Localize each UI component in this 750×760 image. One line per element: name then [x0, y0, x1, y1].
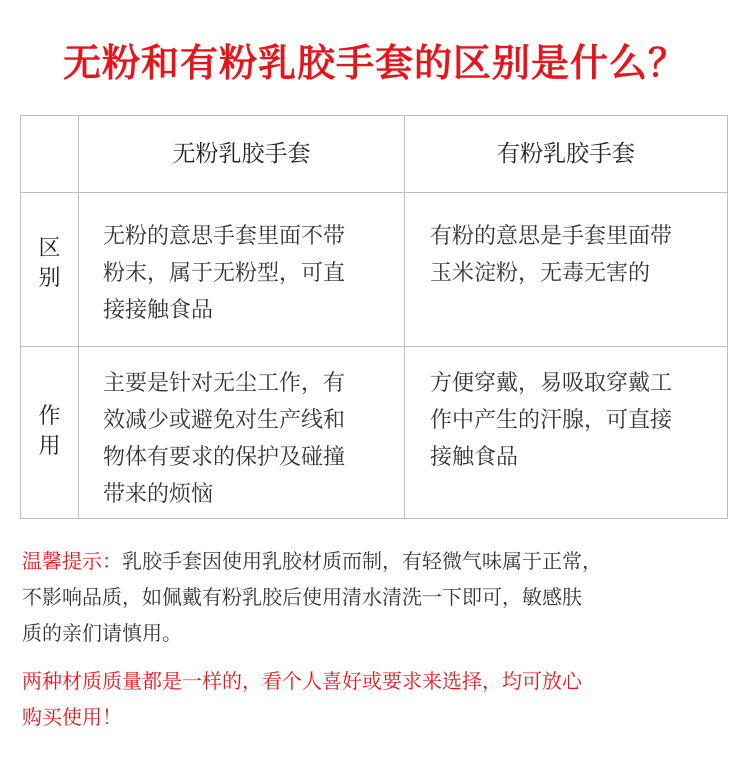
row-label-char: 用 [38, 434, 61, 459]
comparison-table [20, 115, 728, 519]
cell-line: 接触食品 [430, 445, 519, 470]
table-cell [430, 365, 720, 476]
cell-line: 作中产生的汗腺，可直接 [430, 408, 673, 433]
tip-label: 温馨提示： [22, 549, 122, 573]
cell-line: 主要是针对无尘工作，有 [103, 371, 346, 396]
page-title: 无粉和有粉乳胶手套的区别是什么？ [62, 41, 687, 85]
table-cell [103, 218, 393, 329]
tip-line: 质的亲们请慎用。 [22, 621, 182, 645]
row-label-difference [21, 234, 78, 294]
cell-line: 方便穿戴，易吸取穿戴工 [430, 371, 673, 396]
table-divider [21, 346, 727, 347]
conclusion-line: 购买使用！ [22, 705, 122, 729]
row-label-usage [21, 402, 78, 462]
row-label-char: 别 [38, 266, 61, 291]
table-cell [430, 218, 720, 292]
cell-line: 带来的烦恼 [103, 482, 214, 507]
tip-paragraph [22, 543, 732, 651]
cell-line: 效减少或避免对生产线和 [103, 408, 346, 433]
row-label-char: 作 [38, 404, 61, 429]
cell-line: 粉末，属于无粉型，可直 [103, 261, 346, 286]
row-label-char: 区 [38, 236, 61, 261]
cell-line: 玉米淀粉，无毒无害的 [430, 261, 651, 286]
table-divider [21, 192, 727, 193]
tip-line: 不影响品质，如佩戴有粉乳胶后使用清水清洗一下即可，敏感肤 [22, 585, 582, 609]
cell-line: 物体有要求的保护及碰撞 [103, 445, 346, 470]
cell-line: 无粉的意思手套里面不带 [103, 224, 346, 249]
tip-line [22, 543, 732, 579]
table-cell [103, 365, 393, 513]
conclusion-line: 两种材质质量都是一样的，看个人喜好或要求来选择，均可放心 [22, 669, 582, 693]
column-header-powdered: 有粉乳胶手套 [497, 141, 635, 167]
column-header-powder-free: 无粉乳胶手套 [172, 141, 311, 167]
tip-text: 乳胶手套因使用乳胶材质而制，有轻微气味属于正常， [122, 549, 602, 573]
conclusion-paragraph [22, 663, 732, 735]
cell-line: 有粉的意思是手套里面带 [430, 224, 673, 249]
cell-line: 接接触食品 [103, 298, 214, 323]
